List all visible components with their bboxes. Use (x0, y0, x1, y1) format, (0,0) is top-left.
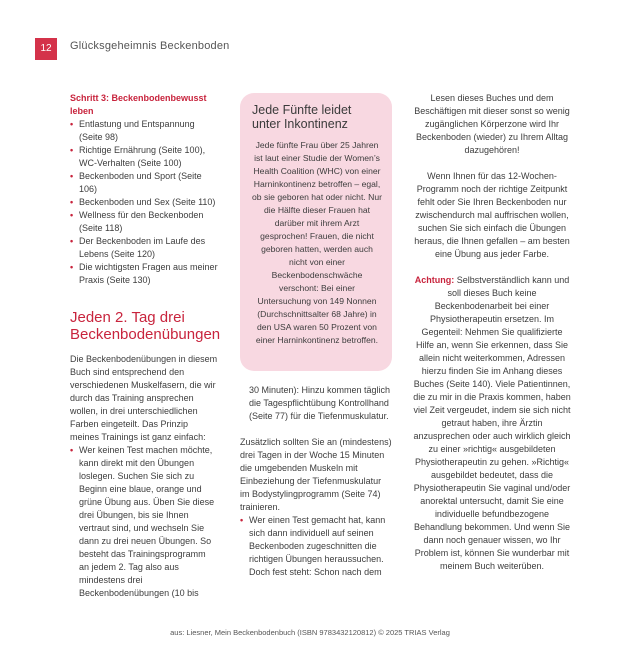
column-1 (70, 92, 221, 600)
list-item: • Wellness für den Beckenboden (Seite 118) (70, 209, 218, 235)
list-item: • Entlastung und Entspannung (Seite 98) (70, 118, 218, 144)
list-item: • Beckenboden und Sex (Seite 110) (70, 196, 218, 209)
running-head: Glücksgeheimnis Beckenboden (70, 40, 230, 52)
info-box-text: Jede fünfte Frau über 25 Jahren ist laut einer Studie der Women’s Health Coalition (WHC) von einer Harninkontinenz betroffen – egal, ob sie geboren hat oder nicht. Nur die Hälfte dieser Frauen hat darüber mit ihrem Arzt gesprochen! Frauen, die nicht geboren hatten, werden auch nicht von einer Beckenbodenschwäche verschont: Bei einer Untersuchung von 149 Nonnen (Durchschnittsalter 68 Jahre) in den USA waren 50 Prozent von einer Harninkontinenz betroffen. (252, 140, 382, 345)
paragraph: Lesen dieses Buches und dem Beschäftigen mit dieser sonst so wenig zugänglichen Körperzone wird Ihr Beckenboden (wieder) zu Ihrem Alltag dazugehören! (414, 93, 570, 155)
attention-text: Selbstverständlich kann und soll dieses Buch keine Beckenbodenarbeit bei einer Physiotherapeutin ersetzen. Im Gegenteil: Nehmen Sie qualifizierte Hilfe an, wenn Sie erkennen, dass Sie allein nicht weiterkommen, Adressen hierzu finden Sie im Anhang dieses Buches (Seite 140). Viele Patientinnen, die zu mir in die Praxis kommen, haben viel Zeit vergeudet, indem sie sich nicht getraut haben, ihre Ärztin anzusprechen oder auch wirklich gleich zu einer »richtig« ausgebildeten Physiotherapeutin zu gehen. »Richtig« ausgebildet bedeutet, dass die Physiotherapeutin Sie vaginal und/oder anorektal untersucht, damit Sie eine individuelle befundbezogene Behandlung bekommen. Und wenn Sie dann noch genauer wissen, wo Ihr Problem ist, können Sie wunderbar mit meinem Buch weiterüben. (413, 275, 571, 571)
list-item: • Die wichtigsten Fragen aus meiner Praxis (Seite 130) (70, 261, 218, 287)
training-list-2 (240, 514, 392, 579)
paragraph: Zusätzlich sollten Sie an (mindestens) drei Tagen in der Woche 15 Minuten die umgebenden Muskeln mit Einbeziehung der Tiefenmuskulatur im Bodystylingprogramm (Seite 74) trainieren. (240, 437, 392, 512)
paragraph: Wenn Ihnen für das 12-Wochen-Programm noch der richtige Zeitpunkt fehlt oder Sie Ihren Beckenboden nur zwischendurch mal auffrischen wollen, suchen Sie sich einfach die Übungen heraus, die Ihnen gefallen – am besten eine Übung aus jeder Farbe. (414, 171, 570, 259)
attention-label: Achtung: (414, 275, 455, 285)
list-item: • Richtige Ernährung (Seite 100), WC-Verhalten (Seite 100) (70, 144, 218, 170)
list-item: • Beckenboden und Sport (Seite 106) (70, 170, 218, 196)
attention-paragraph (413, 274, 571, 573)
list-item: • Wer keinen Test machen möchte, kann direkt mit den Übungen loslegen. Suchen Sie sich zu Beginn eine blaue, orange und grüne Übung aus. Üben Sie diese drei Übungen, bis sie Ihnen vertraut sind, und wechseln Sie dann zu drei neuen Übungen. So besteht das Trainingsprogramm an jedem 2. Tag also aus mindestens drei Beckenbodenübungen (10 bis (70, 444, 218, 600)
section-heading: Jeden 2. Tag drei Beckenbodenübungen (70, 309, 221, 343)
footer-credit: aus: Liesner, Mein Beckenbodenbuch (ISBN 9783432120812) © 2025 TRIAS Verlag (170, 628, 450, 637)
list-item: • Der Beckenboden im Laufe des Lebens (Seite 120) (70, 235, 218, 261)
intro-paragraph: Die Beckenbodenübungen in diesem Buch sind entsprechend den verschiedenen Muskelfasern, die wir durch das Training ansprechen wollen, in drei unterschiedlichen Farben eingeteilt. Das Prinzip meines Trainings ist ganz einfach: (70, 354, 218, 442)
info-box (240, 93, 392, 371)
info-box-title: Jede Fünfte leidet unter Inkontinenz (252, 103, 352, 131)
training-list (70, 444, 218, 600)
column-3 (413, 92, 571, 573)
list-item: • Wer einen Test gemacht hat, kann sich dann individuell auf seinen Beckenboden zugeschnitten die richtigen Übungen heraussuchen. Doch fest steht: Schon nach dem (240, 514, 392, 579)
column-2 (240, 384, 392, 579)
page-number: 12 (35, 38, 57, 60)
step3-list (70, 118, 218, 287)
list-item-continuation: 30 Minuten): Hinzu kommen täglich die Tagespflichtübung Kontrollhand (Seite 77) für die Tiefenmuskulatur. (249, 385, 391, 421)
step3-title: Schritt 3: Beckenbodenbewusst leben (70, 93, 207, 116)
